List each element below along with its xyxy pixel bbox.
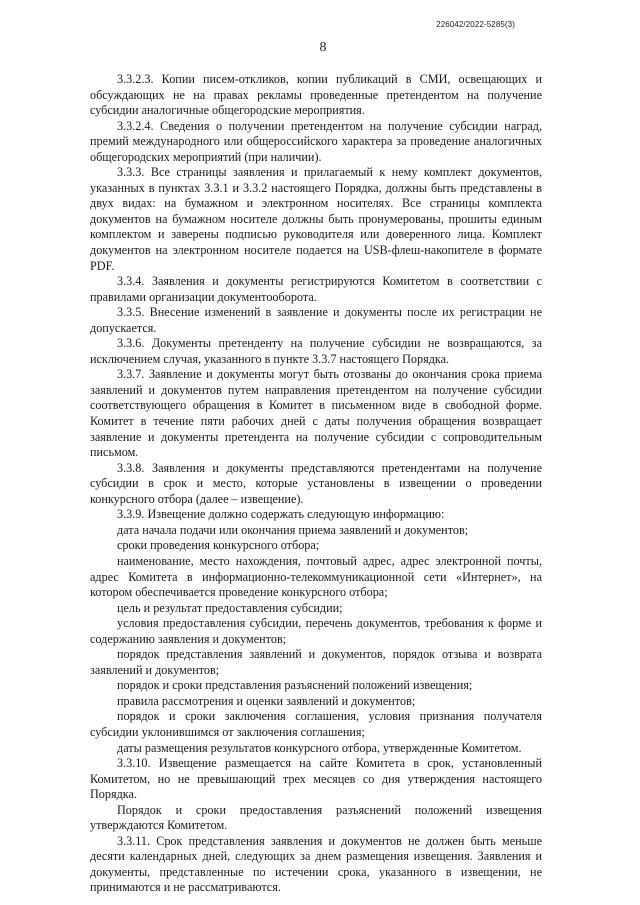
- document-body: [90, 72, 542, 896]
- list-item-selection-terms: сроки проведения конкурсного отбора;: [117, 538, 320, 553]
- list-item-clarifications: порядок и сроки представления разъяснений положений извещения;: [117, 678, 473, 693]
- paragraph-3-3-8: 3.3.8. Заявления и документы представляются претендентами на получение субсидии в срок и место, которые установлены в извещении о проведении конкурсного отбора (далее – извещение).: [90, 460, 542, 506]
- list-item-committee-address: наименование, место нахождения, почтовый адрес, адрес электронной почты, адрес Комитета в информационно-телекоммуникационной сети «Интернет», на котором обеспечивается проведение конкурсного отбора;: [90, 553, 542, 600]
- paragraph-3-3-11: 3.3.11. Срок представления заявления и документов не должен быть меньше десяти календарных дней, следующих за днем размещения извещения. Заявления и документы, представленные по истечении срока, указанного в извещении, не принимаются и не рассматриваются.: [90, 833, 542, 895]
- paragraph-3-3-2-3: 3.3.2.3. Копии писем-откликов, копии публикаций в СМИ, освещающих и обсуждающих не на правах рекламы проведенные претендентом на получение субсидии аналогичные общегородские мероприятия.: [90, 72, 542, 118]
- paragraph-3-3-2-4: 3.3.2.4. Сведения о получении претендентом на получение субсидии наград, премий международного или общероссийского характера за проведение аналогичных общегородских мероприятий (при наличии).: [90, 118, 542, 164]
- paragraph-3-3-3: 3.3.3. Все страницы заявления и прилагаемый к нему комплект документов, указанных в пунктах 3.3.1 и 3.3.2 настоящего Порядка, должны быть представлены в двух видах: на бумажном и электронном носителях. Все страницы комплекта документов на бумажном носителе должны быть пронумерованы, прошиты единым комплектом и заверены подписью руководителя или доверенного лица. Комплект документов на электронном носителе подается на USB-флеш-накопителе в формате PDF.: [90, 165, 542, 273]
- list-item-subsidy-conditions: условия предоставления субсидии, перечень документов, требования к форме и содержанию заявления и документов;: [90, 616, 542, 646]
- list-item-evaluation-rules: правила рассмотрения и оценки заявлений и документов;: [117, 693, 416, 708]
- list-item-results-dates: даты размещения результатов конкурсного отбора, утвержденные Комитетом.: [117, 740, 522, 755]
- paragraph-3-3-7: 3.3.7. Заявление и документы могут быть отозваны до окончания срока приема заявлений и документов путем направления претендентом на получение субсидии соответствующего обращения в Комитет в письменном виде в свободной форме. Комитет в течение пяти рабочих дней с даты получения обращения возвращает заявление и документы претендента на получение субсидии с сопроводительным письмом.: [90, 367, 542, 460]
- paragraph-3-3-6: 3.3.6. Документы претенденту на получение субсидии не возвращаются, за исключением случая, указанного в пункте 3.3.7 настоящего Порядка.: [90, 336, 542, 366]
- paragraph-3-3-5: 3.3.5. Внесение изменений в заявление и документы после их регистрации не допускается.: [90, 305, 542, 335]
- list-item-agreement-terms: порядок и сроки заключения соглашения, условия признания получателя субсидии уклонившимся от заключения соглашения;: [90, 709, 542, 739]
- paragraph-3-3-4: 3.3.4. Заявления и документы регистрируются Комитетом в соответствии с правилами организации документооборота.: [90, 274, 542, 304]
- paragraph-clarification-procedure: Порядок и сроки предоставления разъяснений положений извещения утверждаются Комитетом.: [90, 802, 542, 833]
- paragraph-3-3-10: 3.3.10. Извещение размещается на сайте Комитета в срок, установленный Комитетом, но не превышающий трех месяцев со дня утверждения настоящего Порядка.: [90, 756, 542, 802]
- document-registration-number: 226042/2022-5285(3): [436, 20, 515, 29]
- paragraph-3-3-9: 3.3.9. Извещение должно содержать следующую информацию:: [117, 507, 445, 522]
- list-item-submission-procedure: порядок представления заявлений и документов, порядок отзыва и возврата заявлений и документов;: [90, 647, 542, 677]
- list-item-subsidy-goal: цель и результат предоставления субсидии;: [117, 600, 343, 615]
- list-item-submission-dates: дата начала подачи или окончания приема заявлений и документов;: [117, 522, 469, 537]
- page-number: 8: [319, 40, 327, 55]
